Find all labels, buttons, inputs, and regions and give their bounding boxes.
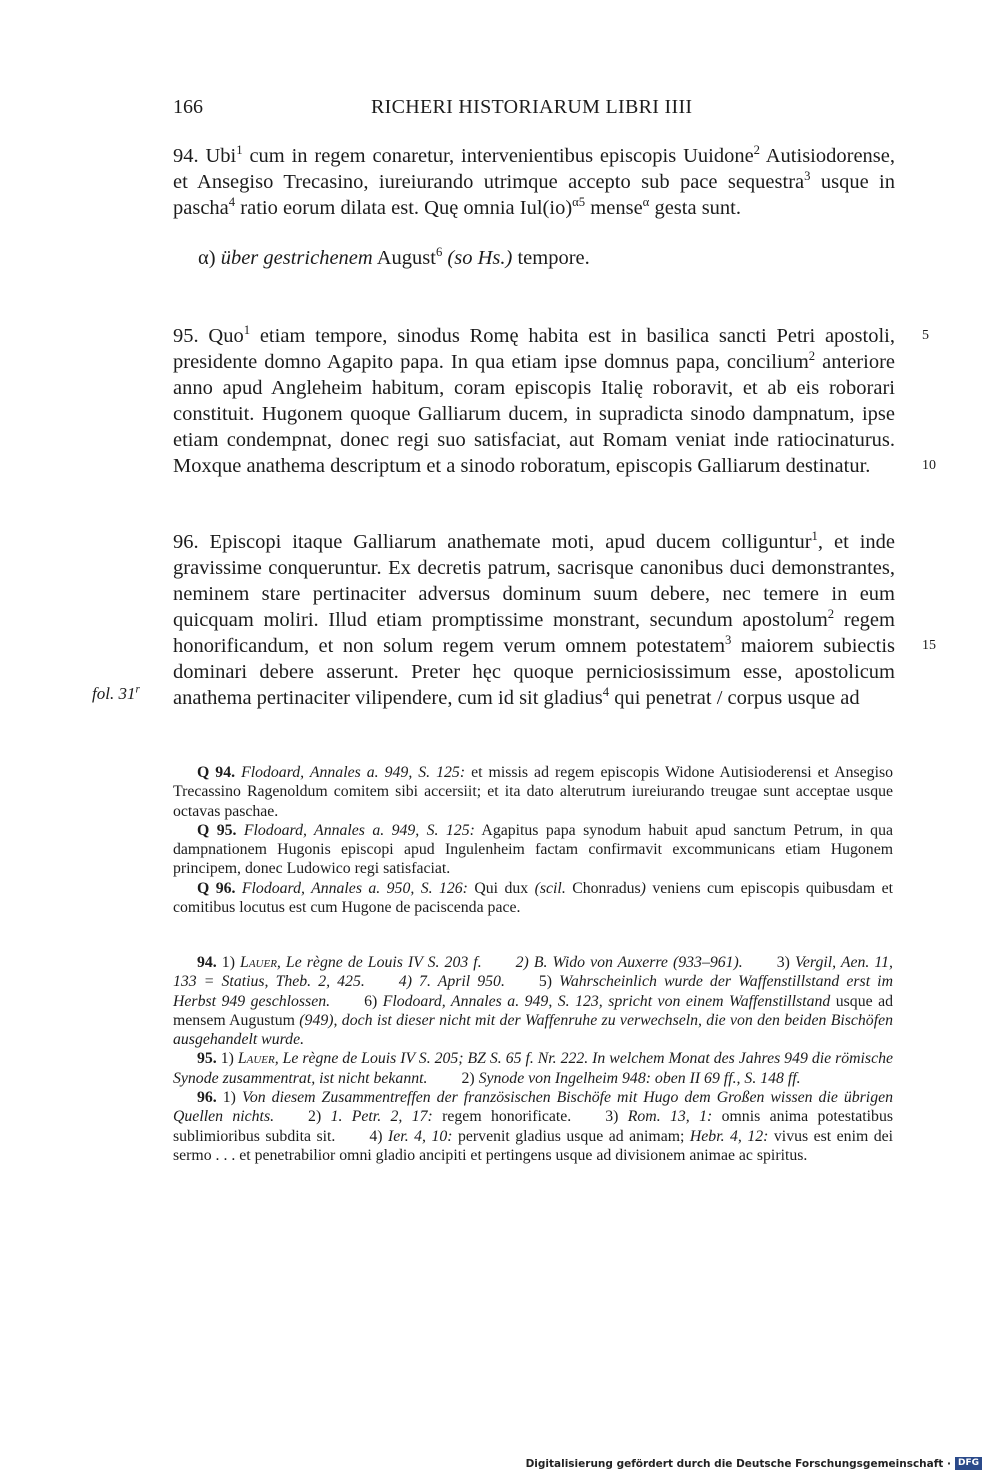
note-text: 4) 7. April 950. bbox=[398, 973, 505, 991]
notes-96 bbox=[173, 1088, 893, 1165]
note-text: 1) bbox=[216, 954, 241, 971]
variant-text: über gestrichenem bbox=[220, 247, 373, 269]
note-label: 94. bbox=[197, 954, 217, 971]
note-text: 3) bbox=[776, 954, 795, 971]
footnote-ref: 1 bbox=[243, 323, 251, 338]
note-text: Wahrscheinlich wurde der Waffenstillstand erst im Herbst 949 geschlossen. bbox=[173, 973, 893, 1010]
text: , et inde gravissime conqueruntur. Ex decretis patrum, sacrisque canonibus duci demonstrantes, neminem stare pertinaciter adversus dominum suum debere, nec temere in eum quicquam moliri. Illud etiam promptissime monstrant, secundum apostolum bbox=[173, 531, 895, 631]
chapter-95 bbox=[173, 323, 895, 479]
variant-word: tempore. bbox=[512, 247, 590, 269]
text: maiorem subiectis dominari debere asserunt. Preter hęc quoque perniciosissimum esse, apostolicum anathema pertinaciter vilipendere, cum id sit gladius bbox=[173, 635, 895, 709]
source-text: ) bbox=[640, 879, 646, 897]
page-number: 166 bbox=[173, 96, 203, 118]
note-text: Vergil, Aen. 11, 133 = Statius, Theb. 2, 425. bbox=[173, 954, 893, 991]
notes-95 bbox=[173, 1049, 893, 1088]
note-text: Von diesem Zusammentreffen der französischen Bischöfe mit Hugo dem Großen wissen die übrigen Quellen nichts. bbox=[173, 1089, 894, 1126]
running-title: RICHERI HISTORIARUM LIBRI IIII bbox=[371, 96, 693, 118]
note-text: pervenit gladius usque ad animam bbox=[452, 1127, 680, 1145]
footnote-ref: 4 bbox=[228, 195, 236, 210]
dfg-logo: DFG bbox=[955, 1457, 982, 1470]
chapter-number: 95. bbox=[173, 325, 199, 347]
line-number: 10 bbox=[922, 458, 936, 473]
text: Ubi bbox=[198, 145, 237, 167]
text: qui penetrat / corpus usque ad bbox=[609, 687, 860, 709]
text: usque in pascha bbox=[173, 171, 896, 219]
note-text: ; bbox=[680, 1127, 690, 1145]
footnote-ref: 2 bbox=[808, 349, 816, 364]
text: etiam tempore, sinodus Romę habita est in basilica sancti Petri apostoli, presidente domno Agapito papa. In qua etiam ipse domnus papa, concilium bbox=[173, 325, 895, 373]
note-text: 2) bbox=[308, 1108, 331, 1126]
source-text: Agapitus papa synodum habuit apud sanctum Petrum, in qua dampnationem Hugonis episcopi apud Ingulenheim factam confirmavit excommunicans etiam Hugonem principem, donec Ludowico regi satisfaciat. bbox=[173, 821, 893, 878]
footnote-ref: α5 bbox=[572, 195, 586, 210]
note-author: Lauer bbox=[240, 954, 277, 971]
note-label: 96. bbox=[197, 1089, 217, 1107]
note-text: Synode von Ingelheim 948: oben II 69 ff., S. 148 ff. bbox=[478, 1069, 801, 1087]
text: ratio eorum dilata est. Quę omnia Iul(io) bbox=[235, 197, 573, 219]
note-text: Flodoard, Annales a. 949, S. 123, spricht von einem Waffenstillstand bbox=[382, 992, 831, 1010]
text: mense bbox=[585, 197, 643, 219]
footnote-ref: 1 bbox=[236, 143, 243, 158]
footnote-ref: 1 bbox=[811, 529, 818, 544]
note-text: omnis anima potestatibus sublimioribus subdita sit. bbox=[173, 1108, 894, 1145]
note-ref: 1. Petr. 2, 17: bbox=[330, 1108, 433, 1126]
variant-word: August bbox=[376, 247, 436, 269]
folio-sup: r bbox=[135, 683, 140, 696]
source-label: Q 95. bbox=[197, 821, 237, 839]
source-q94 bbox=[173, 763, 893, 821]
folio-text: fol. 31 bbox=[92, 684, 136, 703]
footnote-ref: 4 bbox=[602, 685, 610, 700]
note-text: 4) bbox=[369, 1127, 389, 1145]
credit-text: Digitalisierung gefördert durch die Deutsche Forschungsgemeinschaft · bbox=[525, 1457, 951, 1470]
note-text: , Le règne de Louis IV S. 205; BZ S. 65 f. Nr. 222. In welchem Monat des Jahres 949 die römische Synode zusammentrat, ist nicht bekannt. bbox=[173, 1050, 893, 1087]
note-text: vivus est enim dei sermo . . . et penetrabilior omni gladio ancipiti et pertingens usque ad divisionem animae ac spiritus. bbox=[173, 1127, 894, 1164]
note-text: 5) bbox=[538, 973, 560, 991]
note-ref: Rom. 13, 1: bbox=[627, 1108, 713, 1126]
footnote-ref: 2 bbox=[753, 143, 761, 158]
source-ref: Flodoard, Annales a. 949, S. 125: bbox=[241, 764, 466, 781]
chapter-number: 96. bbox=[173, 531, 199, 553]
footnote-ref: 3 bbox=[725, 633, 732, 648]
source-text: (scil. bbox=[534, 879, 566, 897]
folio-marker bbox=[92, 684, 140, 704]
text: Quo bbox=[198, 325, 244, 347]
chapter-number: 94. bbox=[173, 145, 199, 167]
variant-note bbox=[198, 245, 798, 271]
source-text: Qui dux bbox=[467, 879, 535, 897]
line-number: 5 bbox=[922, 328, 929, 343]
chapter-96 bbox=[173, 529, 895, 711]
source-q95 bbox=[173, 821, 893, 879]
text: Autisiodorense, et Ansegiso Trecasino, iureiurando utrimque accepto sub pace sequestra bbox=[173, 145, 895, 193]
note-label: 95. bbox=[197, 1050, 217, 1068]
note-text: 1) bbox=[216, 1089, 242, 1107]
source-ref: Flodoard, Annales a. 949, S. 125: bbox=[243, 821, 475, 839]
note-text: 2) B. Wido von Auxerre (933–961). bbox=[515, 954, 743, 971]
variant-text: (so Hs.) bbox=[447, 247, 513, 269]
note-text: 3) bbox=[605, 1108, 628, 1126]
footnote-ref: 3 bbox=[804, 169, 811, 184]
note-text: 6) bbox=[364, 992, 383, 1010]
note-author: Lauer bbox=[237, 1050, 275, 1068]
source-ref: Flodoard, Annales a. 950, S. 126: bbox=[241, 879, 468, 897]
footnotes bbox=[173, 953, 893, 1165]
note-text: (949), doch ist dieser nicht mit der Waffenruhe zu verwechseln, die von den beiden Bischöfen ausgehandelt wurde. bbox=[173, 1011, 894, 1049]
text: cum in regem conaretur, intervenientibus episcopis Uuidone bbox=[242, 145, 754, 167]
source-label: Q 94. bbox=[197, 764, 236, 781]
note-ref: Hebr. 4, 12: bbox=[689, 1127, 769, 1145]
source-q96 bbox=[173, 879, 893, 918]
note-text: 1) bbox=[216, 1050, 238, 1068]
text: regem honorificandum, et non solum regem verum omnem potestatem bbox=[173, 609, 895, 657]
note-text: regem honorificate. bbox=[432, 1108, 572, 1126]
text: gesta sunt. bbox=[649, 197, 741, 219]
note-text: 2) bbox=[461, 1069, 479, 1087]
footnote-ref: 2 bbox=[827, 607, 835, 622]
source-text: Chonradus bbox=[565, 879, 641, 897]
source-apparatus bbox=[173, 763, 893, 917]
line-number: 15 bbox=[922, 638, 936, 653]
digitization-credit bbox=[526, 1457, 982, 1470]
note-text: , Le règne de Louis IV S. 203 f. bbox=[276, 954, 482, 971]
source-text: et missis ad regem episcopis Widone Autisioderensi et Ansegiso Trecassino Ragenoldum comitem sibi accersiit; et ita dato alterutrum iureiurando treugae sunt acceptae usque octavas paschae. bbox=[173, 764, 893, 820]
source-text: veniens cum episcopis quibusdam et comitibus locutus est cum Hugone de paciscenda pace. bbox=[173, 879, 894, 917]
note-ref: Ier. 4, 10: bbox=[388, 1127, 453, 1145]
source-label: Q 96. bbox=[197, 879, 236, 897]
variant-label: α) bbox=[198, 247, 216, 269]
text: anteriore anno apud Angleheim habitum, coram episcopis Italię roboravit, et ab eis roborari constituit. Hugonem quoque Galliarum ducem, in supradicta sinodo dampnatum, ipse etiam condempnat, donec regi suo satisfaciat, aut Romam veniat inde ratiocinaturus. Moxque anathema descriptum et a sinodo roboratum, episcopis Galliarum destinatur. bbox=[173, 351, 895, 477]
chapter-94 bbox=[173, 143, 895, 221]
note-text: usque ad mensem Augustum bbox=[173, 992, 893, 1029]
text: Episcopi itaque Galliarum anathemate moti, apud ducem colliguntur bbox=[198, 531, 812, 553]
notes-94 bbox=[173, 953, 893, 1049]
footnote-ref: α bbox=[642, 195, 650, 210]
footnote-ref: 6 bbox=[435, 245, 443, 260]
